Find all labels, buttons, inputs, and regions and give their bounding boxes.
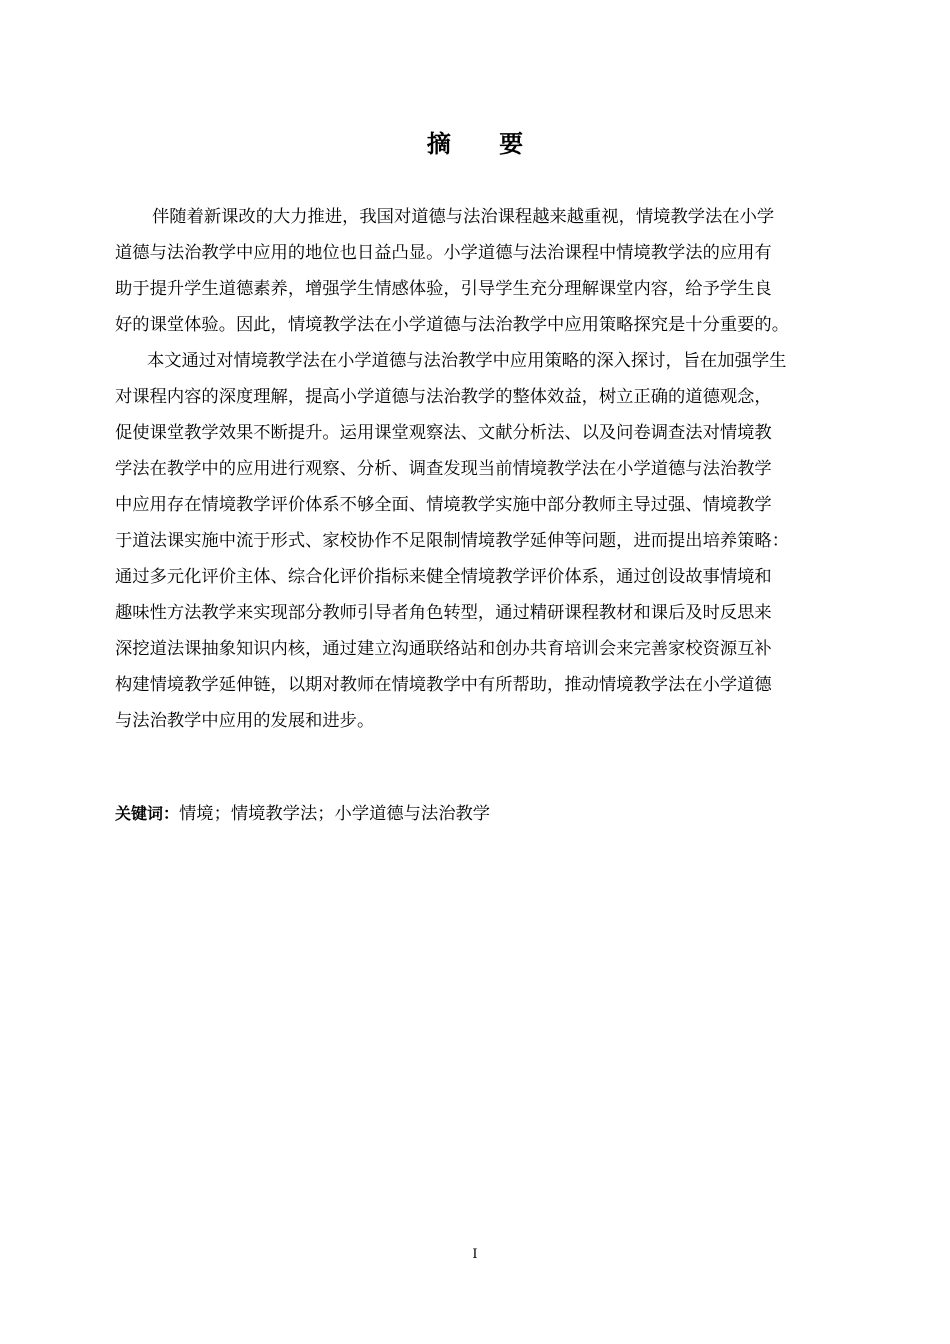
paragraph-line: 促使课堂教学效果不断提升。运用课堂观察法、文献分析法、以及问卷调查法对情境教: [115, 423, 772, 443]
page-title: 摘 要: [426, 130, 544, 158]
paragraph-line: 与法治教学中应用的发展和进步。: [115, 711, 375, 731]
paragraph-line: 助于提升学生道德素养，增强学生情感体验，引导学生充分理解课堂内容，给予学生良: [115, 279, 772, 299]
paragraph-line: 好的课堂体验。因此，情境教学法在小学道德与法治教学中应用策略探究是十分重要的。: [115, 315, 789, 335]
paragraph-line: 中应用存在情境教学评价体系不够全面、情境教学实施中部分教师主导过强、情境教学: [115, 495, 772, 515]
paragraph-line: 学法在教学中的应用进行观察、分析、调查发现当前情境教学法在小学道德与法治教学: [115, 459, 772, 479]
keywords-label: 关键词：: [115, 804, 180, 823]
paragraph-line: 本文通过对情境教学法在小学道德与法治教学中应用策略的深入探讨，旨在加强学生: [147, 351, 787, 371]
page-number: I: [472, 1247, 478, 1262]
paragraph-line: 于道法课实施中流于形式、家校协作不足限制情境教学延伸等问题，进而提出培养策略：: [115, 531, 789, 551]
paragraph-line: 伴随着新课改的大力推进，我国对道德与法治课程越来越重视，情境教学法在小学: [152, 207, 775, 227]
paragraph-line: 对课程内容的深度理解，提高小学道德与法治教学的整体效益，树立正确的道德观念，: [115, 387, 772, 407]
paragraph-line: 深挖道法课抽象知识内核，通过建立沟通联络站和创办共育培训会来完善家校资源互补: [115, 639, 772, 659]
paragraph-line: 通过多元化评价主体、综合化评价指标来健全情境教学评价体系，通过创设故事情境和: [115, 567, 772, 587]
paragraph-line: 趣味性方法教学来实现部分教师引导者角色转型，通过精研课程教材和课后及时反思来: [115, 603, 772, 623]
keywords-value: 情境；情境教学法；小学道德与法治教学: [179, 804, 491, 824]
paragraph-line: 构建情境教学延伸链，以期对教师在情境教学中有所帮助，推动情境教学法在小学道德: [115, 675, 772, 695]
keywords-line: [115, 799, 490, 824]
paragraph-line: 道德与法治教学中应用的地位也日益凸显。小学道德与法治课程中情境教学法的应用有: [115, 243, 772, 263]
